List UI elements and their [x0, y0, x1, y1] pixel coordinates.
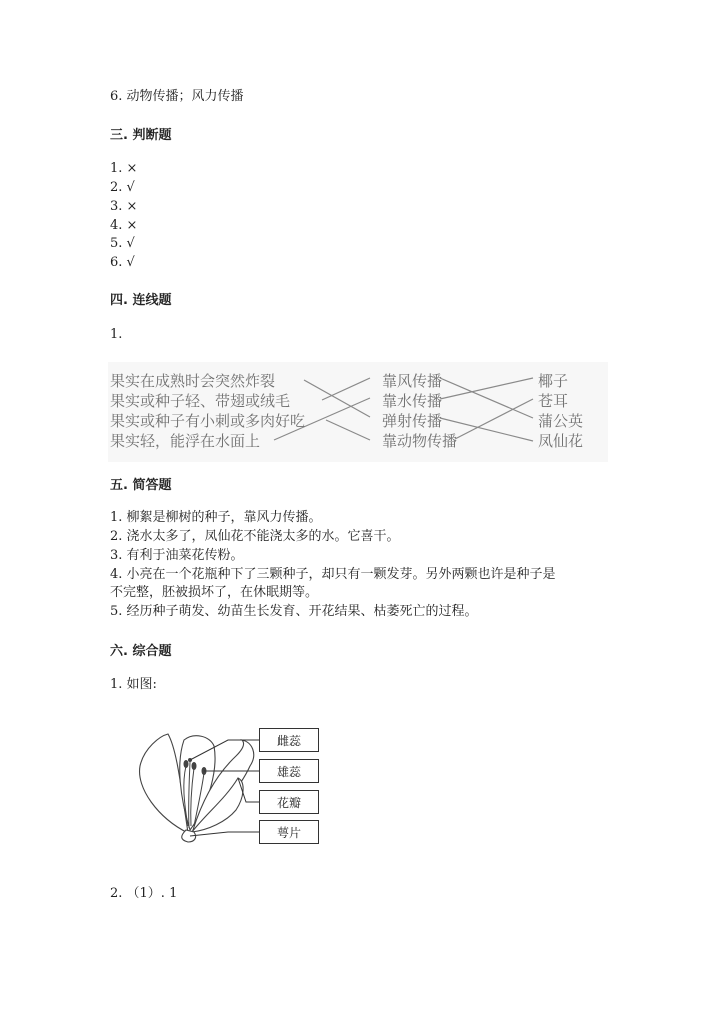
label-pistil: 雌蕊: [259, 728, 319, 752]
section-6-title: 六. 综合题: [110, 644, 172, 659]
match-right-2: 苍耳: [538, 392, 569, 410]
comprehensive-item-1: 1. 如图:: [110, 677, 157, 692]
match-left-4: 果实轻，能浮在水面上: [110, 432, 261, 450]
match-left-2: 果实或种子轻、带翅或绒毛: [110, 392, 291, 410]
match-right-3: 蒲公英: [538, 412, 584, 430]
judge-item-2: 2. √: [110, 180, 135, 195]
match-middle-3: 弹射传播: [382, 412, 443, 430]
label-petal: 花瓣: [259, 790, 319, 814]
link-spiky-to-animal: [326, 420, 370, 440]
judge-item-3: 3. ×: [110, 199, 138, 214]
short-answer-4a: 4. 小亮在一个花瓶种下了三颗种子，却只有一颗发芽。另外两颗也许是种子是: [110, 567, 556, 582]
match-middle-4: 靠动物传播: [382, 432, 458, 450]
short-answer-2: 2. 浇水太多了，凤仙花不能浇太多的水。它喜干。: [110, 529, 400, 544]
matching-diagram: [108, 362, 608, 462]
match-left-3: 果实或种子有小刺或多肉好吃: [110, 412, 306, 430]
comprehensive-item-2: 2. （1）. 1: [110, 886, 178, 901]
section-5-title: 五. 简答题: [110, 478, 172, 493]
match-middle-2: 靠水传播: [382, 392, 443, 410]
label-stamen: 雄蕊: [259, 759, 319, 783]
link-animal-to-cocklebur: [455, 399, 533, 439]
matching-item-1: 1.: [110, 327, 123, 342]
judge-item-5: 5. √: [110, 236, 135, 251]
link-burst-to-ejection: [304, 380, 370, 417]
match-middle-1: 靠风传播: [382, 372, 443, 390]
section-4-title: 四. 连线题: [110, 293, 172, 308]
short-answer-1: 1. 柳絮是柳树的种子，靠风力传播。: [110, 510, 322, 525]
judge-item-6: 6. √: [110, 255, 135, 270]
judge-item-1: 1. ×: [110, 161, 138, 176]
link-water-to-coconut: [440, 378, 533, 399]
short-answer-5: 5. 经历种子萌发、幼苗生长发育、开花结果、枯萎死亡的过程。: [110, 604, 478, 619]
short-answer-3: 3. 有利于油菜花传粉。: [110, 548, 244, 563]
link-light-to-wind: [322, 378, 370, 400]
short-answer-4b: 不完整，胚被损坏了，在休眠期等。: [110, 585, 319, 600]
label-sepal: 萼片: [259, 820, 319, 844]
match-left-1: 果实在成熟时会突然炸裂: [110, 372, 276, 390]
section-3-title: 三. 判断题: [110, 128, 172, 143]
judge-item-4: 4. ×: [110, 218, 138, 233]
match-right-1: 椰子: [538, 372, 569, 390]
answer-6: 6. 动物传播；风力传播: [110, 89, 244, 104]
match-right-4: 凤仙花: [538, 432, 584, 450]
link-wind-to-dandelion: [440, 378, 533, 418]
